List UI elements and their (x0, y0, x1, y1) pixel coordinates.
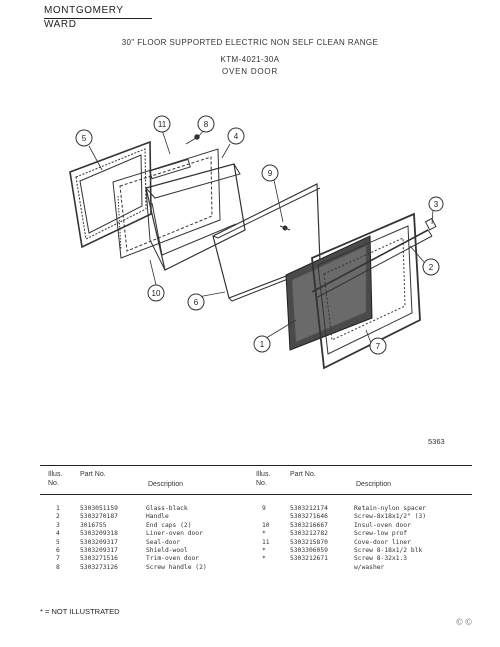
col-header-description: Description (148, 481, 184, 488)
product-title: 30" FLOOR SUPPORTED ELECTRIC NON SELF CLEAN RANGE (121, 38, 379, 47)
door-seal-part (70, 142, 151, 247)
screw-part (186, 135, 199, 144)
insulation-part (286, 236, 372, 350)
callout-leaders (89, 130, 433, 343)
section-title: OVEN DOOR (221, 67, 279, 76)
callout-label: 6 (193, 298, 199, 307)
callout-label: 3 (433, 200, 439, 209)
not-illustrated-footnote: * = NOT ILLUSTRATED (40, 607, 120, 616)
brand-title: MONTGOMERY WARD (44, 4, 152, 19)
callout-label: 4 (233, 132, 239, 141)
model-number: KTM-4021-30A (220, 55, 280, 64)
figure-code: 5363 (428, 437, 445, 446)
table-header-rule (40, 494, 472, 495)
liner-part (146, 164, 245, 270)
col-header-ill-no: Illus. No. (48, 471, 63, 487)
callout-label: 1 (259, 340, 265, 349)
callout-label: 11 (157, 120, 167, 129)
col-header-part-no: Part No. (80, 471, 106, 478)
col-header-ill-no-right: Illus. No. (256, 471, 271, 487)
corner-mark: © © (456, 617, 472, 627)
callout-label: 2 (428, 263, 434, 272)
callout-label: 5 (81, 134, 87, 143)
cove-liner-part (113, 149, 220, 258)
callout-label: 7 (375, 342, 381, 351)
col-header-part-no-right: Part No. (290, 471, 316, 478)
table-top-rule (40, 465, 472, 466)
col-header-description-right: Description (356, 481, 392, 488)
callout-label: 8 (203, 120, 209, 129)
callout-label: 10 (151, 289, 161, 298)
callout-label: 9 (267, 169, 273, 178)
